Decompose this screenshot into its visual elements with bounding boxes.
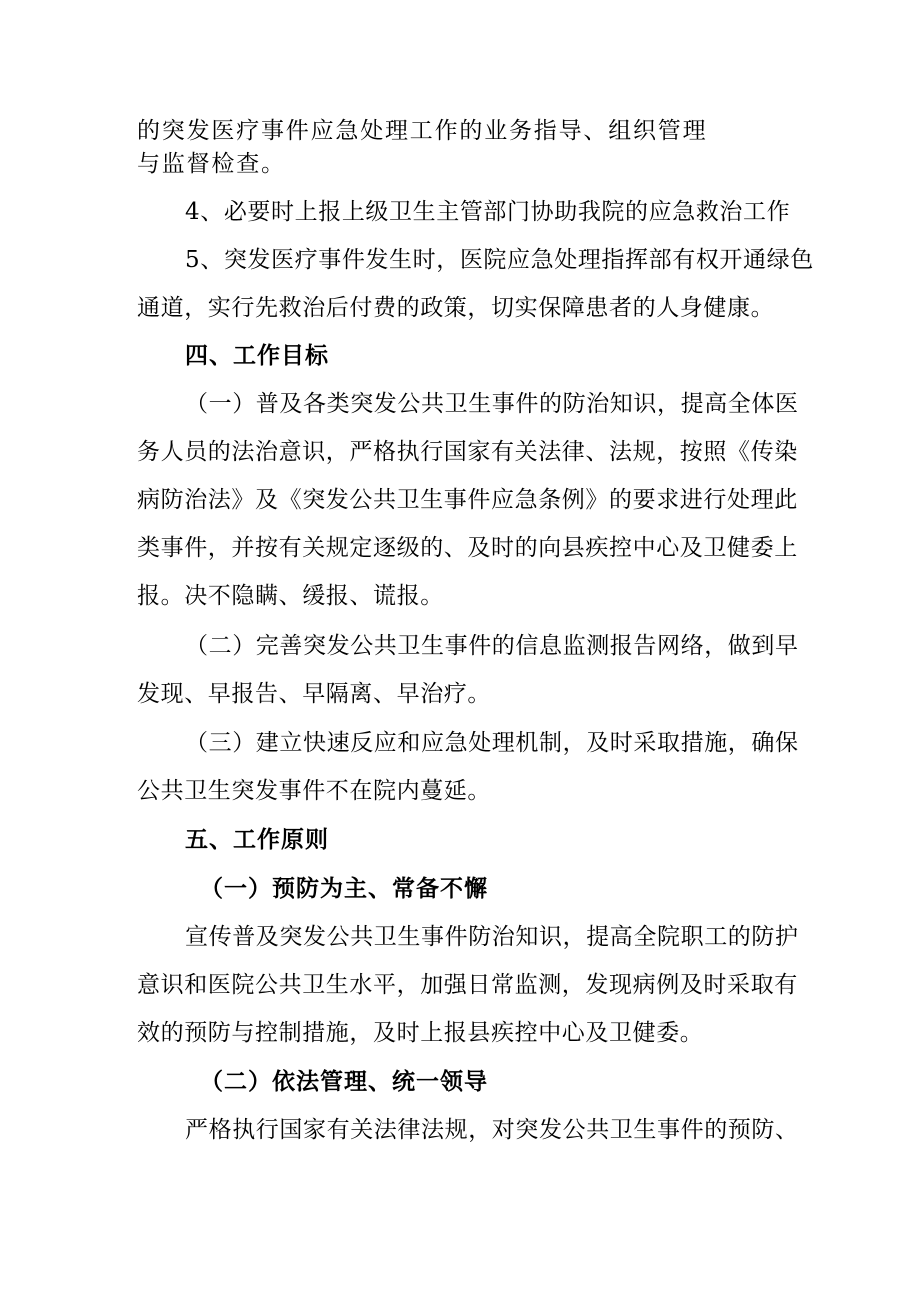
paragraph-line: 意识和医院公共卫生水平，加强日常监测，发现病例及时采取有: [137, 972, 798, 998]
paragraph-line: 务人员的法治意识，严格执行国家有关法律、法规，按照《传染: [137, 439, 798, 465]
paragraph-line: 严格执行国家有关法律法规，对突发公共卫生事件的预防、: [185, 1117, 799, 1143]
paragraph-line: 公共卫生突发事件不在院内蔓延。: [137, 778, 491, 804]
paragraph-line: 5、突发医疗事件发生时，医院应急处理指挥部有权开通绿色: [185, 247, 814, 273]
subsection-heading: （二）依法管理、统一领导: [200, 1068, 488, 1095]
paragraph-line: （一）普及各类突发公共卫生事件的防治知识，提高全体医: [185, 391, 799, 417]
paragraph-line: 发现、早报告、早隔离、早治疗。: [137, 681, 491, 707]
subsection-heading: （一）预防为主、常备不懈: [200, 875, 488, 902]
paragraph-line: （二）完善突发公共卫生事件的信息监测报告网络，做到早: [185, 633, 799, 659]
paragraph-line: （三）建立快速反应和应急处理机制，及时采取措施，确保: [185, 730, 799, 756]
paragraph-line: 报。决不隐瞒、缓报、谎报。: [137, 583, 444, 609]
section-heading: 四、工作目标: [185, 342, 329, 369]
paragraph-line: 通道，实行先救治后付费的政策，切实保障患者的人身健康。: [137, 295, 775, 321]
paragraph-line: 4、必要时上报上级卫生主管部门协助我院的应急救治工作: [185, 199, 791, 225]
paragraph-line: 病防治法》及《突发公共卫生事件应急条例》的要求进行处理此: [137, 487, 798, 513]
section-heading: 五、工作原则: [185, 826, 329, 853]
paragraph-line: 效的预防与控制措施，及时上报县疾控中心及卫健委。: [137, 1020, 704, 1046]
paragraph-line: 与监督检查。: [137, 151, 286, 177]
paragraph-line: 宣传普及突发公共卫生事件防治知识，提高全院职工的防护: [185, 924, 799, 950]
paragraph-line: 的突发医疗事件应急处理工作的业务指导、组织管理: [137, 118, 708, 144]
paragraph-line: 类事件，并按有关规定逐级的、及时的向县疾控中心及卫健委上: [137, 535, 798, 561]
